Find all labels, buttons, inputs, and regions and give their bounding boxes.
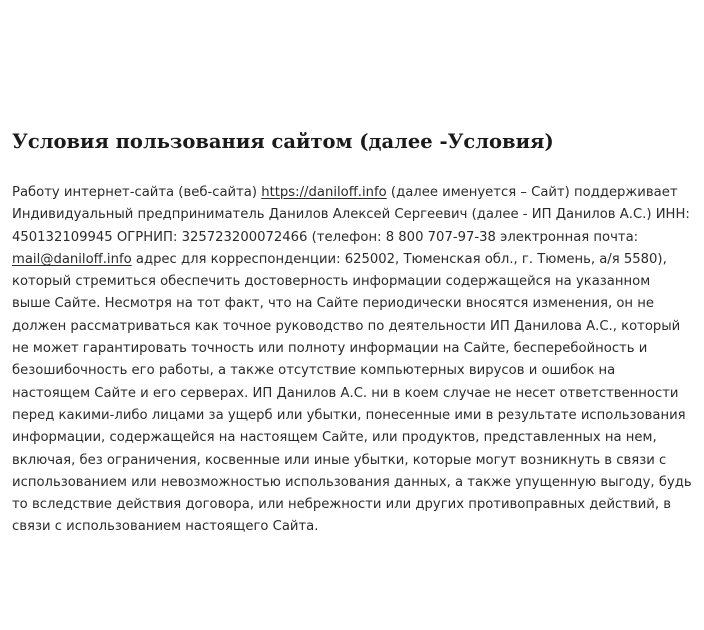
site-link[interactable]: https://daniloff.info [261, 185, 387, 200]
terms-text-intro: Работу интернет-сайта (веб-сайта) [12, 185, 262, 200]
terms-paragraph [12, 182, 692, 539]
email-link[interactable]: mail@daniloff.info [12, 251, 132, 267]
page-title: Условия пользования сайтом (далее -Условия) [12, 130, 554, 153]
terms-text-operator: (далее именуется – Сайт) поддерживает Индивидуальный предприниматель Данилов Алексей Сергеевич (далее - ИП Данилов А.С.) ИНН: 450132109945 ОГРНИП: 325723200072466 (телефон: 8 800 707-97-38 электронная почта: [12, 185, 690, 245]
terms-text-main: адрес для корреспонденции: 625002, Тюменская обл., г. Тюмень, а/я 5580), который стремиться обеспечить достоверность информации содержащейся на указанном выше Сайте. Несмотря на тот факт, что на Сайте периодически вносятся изменения, он не должен рассматриваться как точное руководство по деятельности ИП Данилова А.С., который не может гарантировать точность или полноту информации на Сайте, бесперебойность и безошибочность его работы, а также отсутствие компьютерных вирусов и ошибок на настоящем Сайте и его серверах. ИП Данилов А.С. ни в коем случае не несет ответственности перед какими-либо лицами за ущерб или убытки, понесенные ими в результате использования информации, содержащейся на настоящем Сайте, или продуктов, представленных на нем, включая, без ограничения, косвенные или иные убытки, которые могут возникнуть в связи с использованием или невозможностью использования данных, а также упущенную выгоду, будь то вследствие действия договора, или небрежности или других противоправных действий, в связи с использованием настоящего Сайта. [12, 251, 692, 535]
